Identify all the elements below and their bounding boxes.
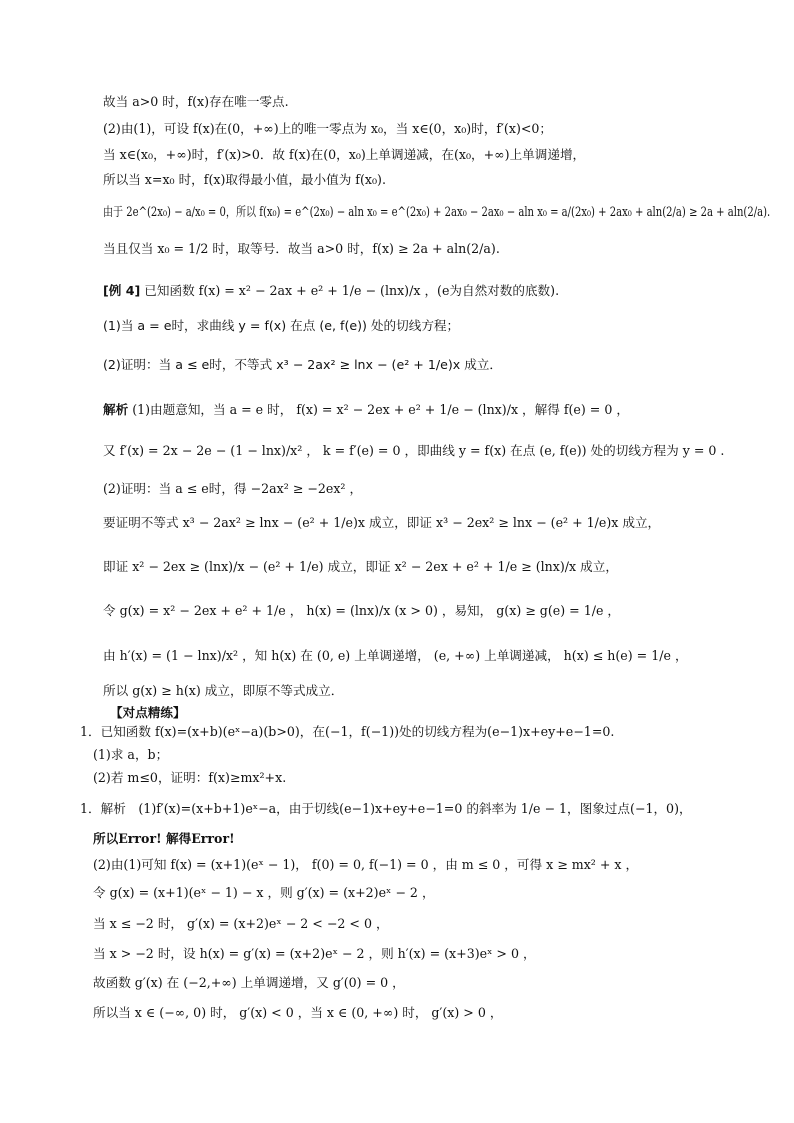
solution-line-8: 所以 g(x) ≥ h(x) 成立，即原不等式成立． [103, 683, 344, 698]
solution-line-1 [103, 401, 629, 419]
practice-solution-line-4: 令 g(x) = (x+1)(eˣ − 1) − x ，则 g′(x) = (x+2)eˣ − 2 ， [93, 885, 435, 900]
practice-solution-line-6: 当 x > −2 时，设 h(x) = g′(x) = (x+2)eˣ − 2 ，则 h′(x) = (x+3)eˣ > 0 ， [93, 946, 536, 961]
practice-solution-line-8: 所以当 x ∈ (−∞, 0) 时， g′(x) < 0 ，当 x ∈ (0, +∞) 时， g′(x) > 0 ， [93, 1005, 503, 1020]
solution-line-7: 由 h′(x) = (1 − lnx)/x² ，知 h(x) 在 (0, e) 上单调递增， (e, +∞) 上单调递减， h(x) ≤ h(e) = 1/e ， [103, 648, 688, 663]
text-line-2: (2)由(1)，可设 f(x)在(0，+∞)上的唯一零点为 x₀，当 x∈(0，x₀)时，f′(x)<0； [103, 121, 553, 136]
example-4-part-1: (1)当 a = e时，求曲线 y = f(x) 在点 (e, f(e)) 处的切线方程； [103, 318, 460, 333]
solution-line-6: 令 g(x) = x² − 2ex + e² + 1/e ， h(x) = (lnx)/x (x > 0) ，易知， g(x) ≥ g(e) = 1/e ， [103, 603, 621, 618]
solution-line-4: 要证明不等式 x³ − 2ax² ≥ lnx − (e² + 1/e)x 成立，即证 x³ − 2ex² ≥ lnx − (e² + 1/e)x 成立， [103, 515, 661, 530]
example-tag: [例 4] [103, 283, 141, 298]
practice-solution-line-1: 1．解析 (1)f′(x)=(x+b+1)eˣ−a，由于切线(e−1)x+ey+e−1=0 的斜率为 1/e − 1，图象过点(−1，0)， [80, 801, 692, 816]
practice-solution-line-5: 当 x ≤ −2 时， g′(x) = (x+2)eˣ − 2 < −2 < 0 ， [93, 916, 389, 931]
text-line-1: 故当 a>0 时，f(x)存在唯一零点. [103, 94, 289, 109]
example-4-statement: 已知函数 f(x) = x² − 2ax + e² + 1/e − (lnx)/x ，(e为自然对数的底数). [144, 283, 560, 298]
practice-solution-line-3: (2)由(1)可知 f(x) = (x+1)(eˣ − 1)， f(0) = 0, f(−1) = 0 ，由 m ≤ 0 ，可得 x ≥ mx² + x ， [93, 857, 639, 872]
practice-problem-1: 1．已知函数 f(x)=(x+b)(eˣ−a)(b>0)，在(−1，f(−1))处的切线方程为(e−1)x+ey+e−1=0. [80, 724, 615, 739]
practice-solution-line-7: 故函数 g′(x) 在 (−2,+∞) 上单调递增，又 g′(0) = 0 ， [93, 975, 405, 990]
text-line-5: 由于 2e^(2x₀) − a/x₀ = 0，所以 f(x₀) = e^(2x₀) − aln x₀ = e^(2x₀) + 2ax₀ − 2ax₀ − aln x₀ = a/(2x₀) + 2ax₀ + aln(2/a) ≥ 2a + aln(2/a). [103, 204, 771, 219]
solution-line-3: (2)证明：当 a ≤ e时，得 −2ax² ≥ −2ex² ， [103, 481, 363, 496]
example-4-line [103, 282, 559, 300]
solution-text-1: (1)由题意知，当 a = e 时， f(x) = x² − 2ex + e² + 1/e − (lnx)/x ，解得 f(e) = 0 ， [132, 402, 629, 417]
practice-solution-line-2: 所以Error! 解得Error! [93, 831, 235, 846]
text-line-4: 所以当 x=x₀ 时，f(x)取得最小值，最小值为 f(x₀). [103, 172, 386, 187]
solution-line-2: 又 f′(x) = 2x − 2e − (1 − lnx)/x² ， k = f′(e) = 0 ，即曲线 y = f(x) 在点 (e, f(e)) 处的切线方程为 y = 0 . [103, 443, 725, 458]
practice-part-2: (2)若 m≤0，证明：f(x)≥mx²+x. [93, 770, 287, 785]
solution-line-5: 即证 x² − 2ex ≥ (lnx)/x − (e² + 1/e) 成立，即证 x² − 2ex + e² + 1/e ≥ (lnx)/x 成立， [103, 559, 618, 574]
practice-part-1: (1)求 a，b； [93, 747, 169, 762]
example-4-part-2: (2)证明：当 a ≤ e时，不等式 x³ − 2ax² ≥ lnx − (e² + 1/e)x 成立． [103, 357, 502, 372]
text-line-3: 当 x∈(x₀，+∞)时，f′(x)>0．故 f(x)在(0，x₀)上单调递减，在(x₀，+∞)上单调递增， [103, 147, 586, 162]
solution-tag: 解析 [103, 402, 129, 417]
practice-heading: 【对点精练】 [110, 705, 186, 720]
text-line-6: 当且仅当 x₀ = 1/2 时，取等号．故当 a>0 时，f(x) ≥ 2a + aln(2/a). [103, 241, 500, 256]
